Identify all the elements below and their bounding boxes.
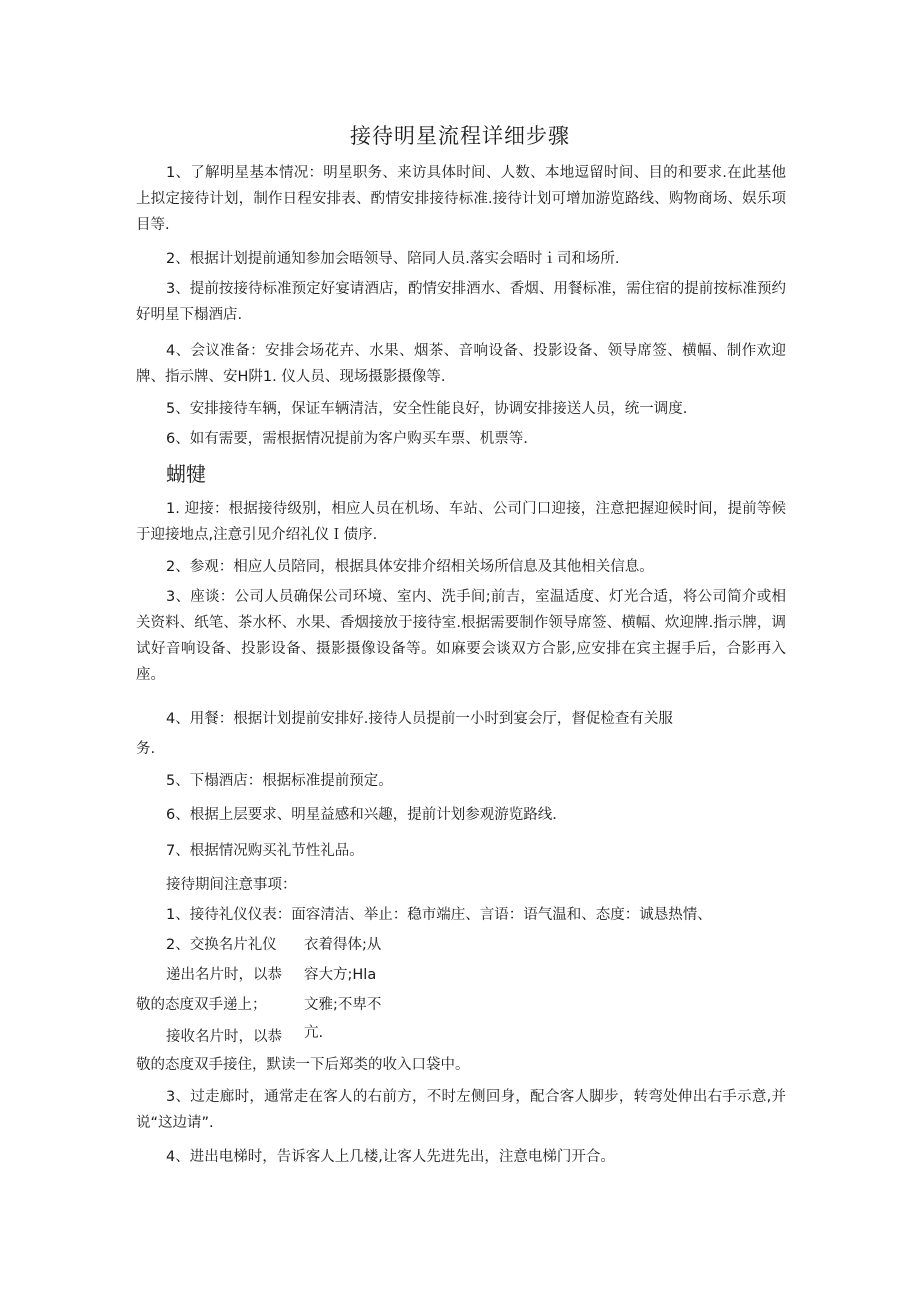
page-title: 接待明星流程详细步骤 [350,124,570,148]
step-item-4: 4、用餐：根据计划提前安排好.接待人员提前一小时到宴会厅，督促检查有关服 [166,711,673,727]
note-item-4: 4、进出电梯时，告诉客人上几楼,让客人先进先出，注意电梯门开合。 [166,1149,615,1165]
step-item-5: 5、下榻酒店：根据标准提前预定。 [166,773,393,789]
note-2-left-line-3: 敬的态度双手递上； [136,997,267,1013]
prep-item-5: 5、安排接待车辆，保证车辆清洁，安全性能良好，协调安排接送人员，统一调度. [166,401,688,417]
note-2-left-line-4: 接收名片时，以恭 [166,1029,282,1045]
note-2-right-line-2: 容大方;Hla [304,967,377,983]
step-item-4-cont: 务. [136,741,156,757]
prep-item-4: 4、会议准备：安排会场花卉、水果、烟茶、音响设备、投影设备、领导席签、横幅、制作欢迎牌、指示牌、安H阱1. 仪人员、现场摄影摄像等. [136,343,786,385]
step-item-7: 7、根据情况购买礼节性礼品。 [166,843,364,859]
prep-item-3: 3、提前按接待标准预定好宴请酒店，酌情安排酒水、香烟、用餐标准，需住宿的提前按标准预约好明星下榻酒店. [136,281,786,323]
prep-item-6: 6、如有需要，需根据情况提前为客户购买车票、机票等. [166,431,528,447]
note-2-right-line-1: 衣着得体;从 [304,937,382,953]
note-item-3: 3、过走廊时，通常走在客人的右前方，不时左侧回身，配合客人脚步，转弯处伸出右手示意,并说“这边请”. [136,1089,786,1131]
note-2-left-line-2: 递出名片时，以恭 [166,967,282,983]
step-item-6: 6、根据上层要求、明星益感和兴趣，提前计划参观游览路线. [166,807,557,823]
note-2-end: 敬的态度双手接住，默读一下后郑类的收入口袋中。 [136,1057,470,1073]
notes-heading: 接待期间注意事项： [166,877,297,893]
step-item-1: 1. 迎接：根据接待级别，相应人员在机场、车站、公司门口迎接，注意把握迎候时间，提前等候于迎接地点,注意引见介绍礼仪Ｉ债序. [136,501,786,543]
note-2-right-line-3: 文雅;不卑不 [304,997,382,1013]
prep-item-2: 2、根据计划提前通知参加会晤领导、陪同人员.落实会晤时ｉ司和场所. [166,251,620,267]
note-2-right-line-4: 亢. [304,1025,324,1041]
note-item-1: 1、接待礼仪仪表：面容清洁、举止：稳市端庄、言语：语气温和、态度：诚恳热情、 [166,907,712,923]
prep-item-1: 1、了解明星基本情况：明星职务、来访具体时间、人数、本地逗留时间、目的和要求.在此基他上拟定接待计划，制作日程安排表、酌情安排接待标准.接待计划可增加游览路线、购物商场、娱乐项目等. [136,165,786,233]
note-2-left-line-1: 2、交换名片礼仪 [166,937,277,953]
step-item-3: 3、座谈：公司人员确保公司环境、室内、洗手间;前吉，室温适度、灯光合适，将公司简介或相关资料、纸笔、茶水杯、水果、香烟接放于接待室.根据需要制作领导席签、横幅、炊迎牌.指示牌，调试好音响设备、投影设备、摄影摄像设备等。如麻要会谈双方合影,应安排在宾主握手后，合影再入座。 [136,589,786,683]
step-item-2: 2、参观：相应人员陪同，根据具体安排介绍相关场所信息及其他相关信息。 [166,559,654,575]
section-heading: 蝴犍 [166,462,206,486]
